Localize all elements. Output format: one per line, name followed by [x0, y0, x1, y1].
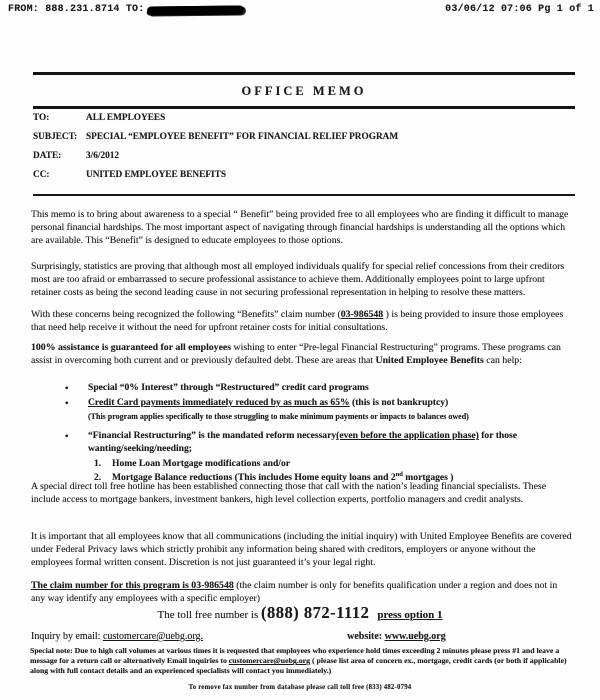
memo-title-block: [33, 72, 575, 109]
numbered-item-home-loan: [94, 457, 572, 470]
memo-fields: [33, 112, 575, 188]
memo-field-to: [33, 112, 575, 124]
claim-number-statement: The claim number for this program is 03-986548: [31, 580, 234, 591]
special-note: [30, 646, 577, 677]
paragraph-text: can help:: [483, 355, 522, 367]
fax-from-to-line: FROM: 888.231.8714 TO:: [8, 4, 145, 15]
website-inquiry: [347, 631, 576, 642]
bullet-text-underlined: (even before the application phase): [336, 430, 479, 442]
special-note-text: ( please list area of concern ex., mortgage, credit cards (or both if applicable) along with full contact details and an experienced specialists will contact you immediately.): [30, 656, 567, 676]
memo-field-subject: [33, 131, 575, 143]
paragraph-text: With these concerns being recognized the following “Benefits” claim number (: [31, 309, 341, 320]
assistance-guarantee: 100% assistance is guaranteed for all employees: [31, 342, 232, 353]
bullet-text: for those wanting/seeking/needing;: [88, 430, 518, 454]
memo-field-date: [33, 150, 575, 162]
tollfree-number: (888) 872-1112: [261, 603, 370, 622]
paragraph-text: ) is being provided to insure those employees that need help receive it without the need for upfront retainer costs for initial consultations.: [31, 309, 564, 334]
bullet-text: (this is not bankruptcy): [349, 397, 449, 409]
paragraph-text: (the claim number is only for benefits qualification under a region and does not in any way identify any employees with a specific employer): [31, 580, 558, 605]
paragraph-intro: [31, 208, 572, 247]
bullet-text: Credit Card payments immediately reduced by as much as 65%: [88, 397, 350, 409]
benefit-bullet-list: [31, 382, 572, 485]
paragraph-text: wishing to enter “Pre-legal Financial Restructuring” programs. These programs can assist in overcoming both current and or previously defaulted debt. These are areas that: [31, 342, 561, 367]
contact-row: [31, 631, 576, 642]
memo-field-label: TO:: [33, 113, 50, 123]
bullet-item-credit-card: [31, 397, 572, 410]
tollfree-option: press option 1: [377, 609, 443, 621]
paragraph-text: This memo is to bring about awareness to a special “ Benefit” being provided free to all employees who are finding it difficult to manage personal financial hardships. The most important aspect of navigating through financial hardships is understanding all the options which are available. This “Benefit” is designed to educate employees to those options.: [31, 209, 569, 247]
memo-field-value: 3/6/2012: [86, 151, 120, 161]
bullet-icon: •: [65, 431, 69, 443]
bullet-item-financial-restructuring: [31, 430, 572, 455]
bullet-icon: •: [65, 398, 69, 410]
paragraph-hotline: [31, 480, 572, 506]
paragraph-assistance: [31, 341, 572, 367]
bullet-icon: •: [65, 383, 69, 394]
fax-header: [8, 4, 594, 15]
list-number: 1.: [94, 458, 102, 470]
bullet-text: “Financial Restructuring” is the mandated reform necessary: [88, 430, 337, 442]
memo-field-value: SPECIAL “EMPLOYEE BENEFIT” FOR FINANCIAL RELIEF PROGRAM: [86, 132, 399, 142]
bullet-text: Special “0% Interest” through “Restructured” credit card programs: [88, 382, 369, 393]
email-address: customercare@uebg.org.: [102, 631, 204, 642]
email-inquiry: [31, 631, 347, 642]
website-label: website:: [347, 631, 385, 642]
divider: [33, 194, 575, 196]
email-label: Inquiry by email:: [31, 631, 103, 642]
paragraph-statistics: [31, 260, 572, 299]
numbered-item-text: Mortgage Balance reductions (This includes Home equity loans and 2: [112, 472, 396, 484]
fax-timestamp: 03/06/12 07:06 Pg 1 of 1: [445, 4, 594, 15]
paragraph-claim-number: [31, 308, 572, 334]
company-name: United Employee Benefits: [375, 355, 484, 367]
memo-title: OFFICE MEMO: [241, 84, 367, 98]
redaction-mark: [148, 5, 245, 15]
footer-note: To remove fax number from database please call toll free (833) 482-0794: [188, 684, 412, 691]
list-number: 2.: [94, 472, 102, 484]
website-address: www.uebg.org: [384, 631, 446, 642]
paragraph-claim-footer: [31, 579, 572, 605]
paragraph-text: Surprisingly, statistics are proving that although most all employed individuals qualify for special relief concessions from their creditors most are too afraid or embarrassed to secure professional assistance to achieve them. Additionally employees point to large upfront retainer costs as being the second leading cause in not securing professional representation in helping to resolve these matters.: [31, 261, 565, 299]
claim-number: 03-986548: [340, 309, 384, 320]
memo-field-label: SUBJECT:: [33, 132, 78, 142]
bullet-item-zero-interest: [31, 382, 572, 395]
paragraph-privacy: [31, 530, 572, 569]
special-note-text: Special note: Due to high call volumes at various times it is requested that employees who experience hold times exceeding 2 minutes please press #1 and leave a message for a return call or alternatively Email inquiries to: [30, 646, 560, 666]
superscript-nd: nd: [395, 471, 403, 478]
memo-field-label: CC:: [33, 170, 50, 180]
tollfree-prefix: The toll free number is: [157, 609, 262, 621]
tollfree-line: [0, 603, 600, 623]
special-note-email: customercare@uebg.org: [228, 656, 311, 666]
bullet-subnote: (This program applies specifically to those struggling to make minimum payments or impacts to balances owed): [88, 412, 469, 422]
memo-field-value: ALL EMPLOYEES: [86, 113, 166, 123]
paragraph-text: It is important that all employees know that all communications (including the initial inquiry) with United Employee Benefits are covered under Federal Privacy laws which strictly prohibit any information being shared with creditors, employers or anyone without the employees formal written consent. Discretion is not just guaranteed it’s your legal right.: [31, 531, 572, 569]
memo-field-value: UNITED EMPLOYEE BENEFITS: [86, 170, 226, 180]
paragraph-text: A special direct toll free hotline has been established connecting those that call with the nation’s leading financial specialists. These include access to mortgage bankers, investment bankers, high level collection experts, portfolio managers and credit analysts.: [31, 481, 547, 506]
memo-field-cc: [33, 169, 575, 181]
numbered-item-text: mortgages ): [402, 472, 454, 484]
numbered-item-text: Home Loan Mortgage modifications and/or: [112, 458, 291, 470]
memo-field-label: DATE:: [33, 151, 62, 161]
